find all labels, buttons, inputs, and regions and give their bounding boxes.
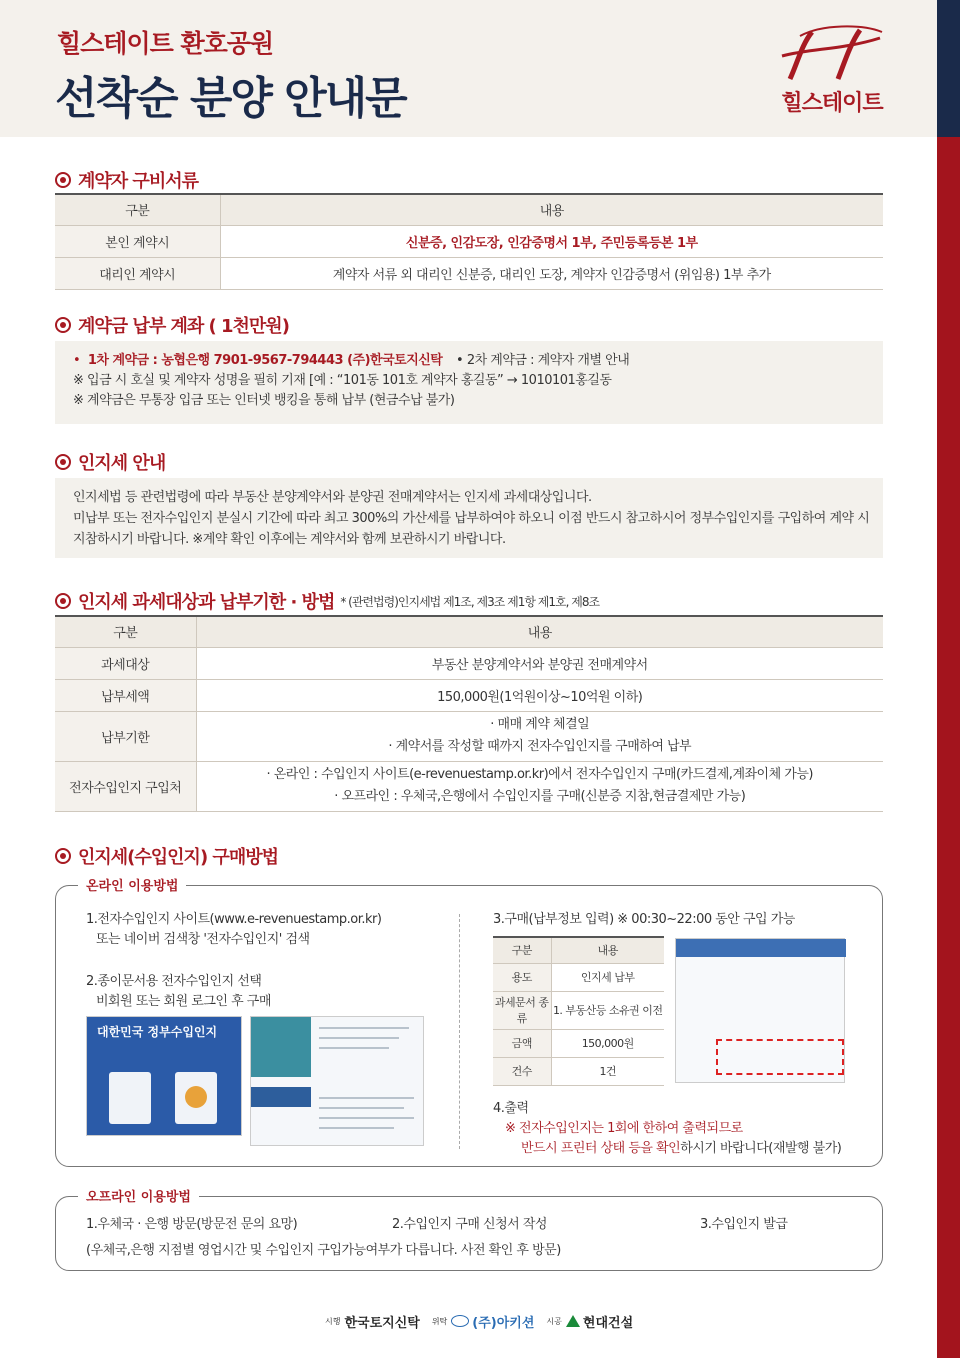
section-title-text: 계약자 구비서류 [78,171,198,192]
bullet: • [73,353,81,368]
content-line: · 오프라인 : 우체국,은행에서 수입인지를 구매(신분증 지참,현금결제만 가능) [334,789,746,804]
table-row [55,679,883,711]
row-label: 본인 계약시 [55,225,220,257]
screenshot-block [251,1087,311,1107]
side-stripe-red [937,137,960,1358]
warning-text-rest: 하시기 바랍니다(재발행 불가) [680,1141,842,1156]
online-step-1 [86,910,381,950]
role-label: 위탁 [431,1316,448,1326]
footer-companies [325,1310,645,1332]
section-title-text: 인지세(수입인지) 구매방법 [78,847,278,868]
purchase-info-table [493,936,664,1086]
row-content [196,711,883,761]
row-label: 과세대상 [55,647,196,679]
screenshot-line [319,1037,399,1039]
stamp-duty-line-3: 지참하시기 바랍니다. ※계약 확인 이후에는 계약서와 함께 보관하시기 바랍니다. [73,532,506,547]
step-text: 비회원 또는 회원 로그인 후 구매 [96,994,271,1009]
warning-text: ※ 전자수입인지는 1회에 한하여 출력되므로 [505,1121,743,1136]
documents-table [55,193,883,290]
screenshot-line [319,1117,414,1119]
section-title-tax-deadline [55,588,599,614]
deposit-line-3: ※ 계약금은 무통장 입금 또는 인터넷 뱅킹을 통해 납부 (현금수납 불가) [73,393,455,408]
table-header: 내용 [551,937,664,963]
offline-note: (우체국,은행 지점별 영업시간 및 수입인지 구입가능여부가 다릅니다. 사전 확인 후 방문) [86,1243,561,1258]
highlighted-field-box [716,1039,844,1075]
target-bullet-icon [55,172,71,188]
header [0,0,937,137]
company-developer: 한국토지신탁 [344,1315,420,1331]
logo-text: 힐스테이트 [781,91,883,116]
table-header: 구분 [493,937,551,963]
law-reference-note: * (관련법령)인지세법 제1조, 제3조 제1항 제1호, 제8조 [340,594,600,609]
online-step-3: 3.구매(납부정보 입력) ※ 00:30~22:00 동안 구입 가능 [493,912,795,927]
step-text: 4.출력 [493,1101,529,1116]
first-deposit-text: 1차 계약금 : 농협은행 7901-9567-794443 (주)한국토지신탁 [87,353,443,368]
print-warning [493,1119,841,1139]
section-title-documents [55,167,198,193]
online-step-4 [493,1099,841,1159]
row-content: 인지세 납부 [551,963,664,991]
content-line: · 매매 계약 체결일 [490,717,590,732]
screenshot-line [319,1097,414,1099]
row-content: 계약자 서류 외 대리인 신분증, 대리인 도장, 계약자 인감증명서 (위임용) 1부 추가 [220,257,883,289]
role-label: 시공 [546,1316,562,1326]
purchase-form-screenshot [675,938,845,1083]
row-content: 신분증, 인감도장, 인감증명서 1부, 주민등록등본 1부 [220,225,883,257]
offline-step-3: 3.수입인지 발급 [700,1217,788,1232]
table-row [493,963,664,991]
paper-doc-icon [109,1072,151,1124]
screenshot-block [251,1017,311,1077]
table-header: 구분 [55,616,196,647]
section-title-text: 계약금 납부 계좌 ( 1천만원) [78,316,289,337]
table-row [55,647,883,679]
offline-step-1: 1.우체국 · 은행 방문(방문전 문의 요망) [86,1217,298,1232]
online-method-box [55,879,883,1167]
offline-method-box [55,1190,883,1271]
section-title-deposit-account [55,312,289,338]
screenshot-line [319,1027,409,1029]
warning-text: 반드시 프린터 상태 등을 확인 [521,1141,681,1156]
page-title: 선착순 분양 안내문 [55,73,406,124]
section-title-text: 인지세 과세대상과 납부기한 · 방법 [78,592,335,613]
target-bullet-icon [55,454,71,470]
row-label: 금액 [493,1029,551,1057]
online-step-2 [86,972,271,1012]
row-content: 1. 부동산등 소유권 이전 [551,991,664,1029]
table-header: 내용 [220,194,883,225]
section-title-stamp-duty [55,449,165,475]
row-label: 전자수입인지 구입처 [55,761,196,811]
section-title-text: 인지세 안내 [78,453,166,474]
offline-step-2: 2.수입인지 구매 신청서 작성 [392,1217,547,1232]
table-row [493,1057,664,1085]
step-text: 1.전자수입인지 사이트(www.e-revenuestamp.or.kr) [86,912,382,927]
row-label: 건수 [493,1057,551,1085]
stamp-duty-line-2: 미납부 또는 전자수입인지 분실시 기간에 따라 최고 300%의 가산세를 납부하여야 하오니 이점 반드시 참고하시어 정부수입인지를 구입하여 계약 시 [73,511,870,526]
screenshot-line [319,1107,404,1109]
row-content [196,761,883,811]
online-method-label: 온라인 이용방법 [78,875,186,894]
content-line: · 온라인 : 수입인지 사이트(e-revenuestamp.or.kr)에서 전자수입인지 구매(카드결제,계좌이체 가능) [266,767,813,782]
target-bullet-icon [55,593,71,609]
table-header: 내용 [196,616,883,647]
coin-doc-icon [175,1072,217,1124]
table-row [55,761,883,811]
section-title-purchase-method [55,843,278,869]
row-content: 150,000원 [551,1029,664,1057]
screenshot-title: 대한민국 정부수입인지 [97,1025,218,1039]
print-warning-2 [493,1139,841,1159]
side-stripe-navy [937,0,960,137]
table-row [493,991,664,1029]
row-label: 납부세액 [55,679,196,711]
table-row [55,225,883,257]
brand-logo [772,24,892,119]
step-text: 2.종이문서용 전자수입인지 선택 [86,974,262,989]
table-header: 구분 [55,194,220,225]
screenshot-header [676,939,846,957]
target-bullet-icon [55,317,71,333]
row-content: 1건 [551,1057,664,1085]
company-trustee: (주)아키션 [472,1315,535,1331]
row-label: 대리인 계약시 [55,257,220,289]
company-logo-icon [451,1315,469,1327]
page-subtitle: 힐스테이트 환호공원 [57,29,274,58]
screenshot-line [319,1047,389,1049]
row-label: 과세문서 종류 [493,991,551,1029]
deposit-line-1 [73,351,883,371]
company-builder: 현대건설 [582,1315,634,1331]
table-row [493,1029,664,1057]
table-row [55,257,883,289]
tax-table [55,615,883,812]
hyundai-logo-icon [566,1315,580,1327]
deposit-line-2: ※ 입금 시 호실 및 계약자 성명을 필히 기재 [예 : “101동 101호 계약자 홍길동” → 1010101홍길동 [73,373,612,388]
website-screenshot-portal [250,1016,424,1146]
target-bullet-icon [55,848,71,864]
row-content: 150,000원(1억원이상~10억원 이하) [196,679,883,711]
row-label: 납부기한 [55,711,196,761]
row-label: 용도 [493,963,551,991]
divider [459,914,460,1149]
role-label: 시행 [325,1316,341,1326]
content-line: · 계약서를 작성할 때까지 전자수입인지를 구매하여 납부 [388,739,692,754]
website-screenshot-main [86,1016,242,1136]
deposit-info-box [55,341,883,424]
stamp-duty-line-1: 인지세법 등 관련법령에 따라 부동산 분양계약서와 분양권 전매계약서는 인지세 과세대상입니다. [73,490,592,505]
offline-method-label: 오프라인 이용방법 [78,1186,199,1205]
table-row [55,711,883,761]
second-deposit-text: • 2차 계약금 : 계약자 개별 안내 [456,353,630,368]
step-text: 또는 네이버 검색창 '전자수입인지' 검색 [96,932,310,947]
h-script-logo-icon [772,24,892,84]
row-content: 부동산 분양계약서와 분양권 전매계약서 [196,647,883,679]
stamp-duty-box [55,478,883,558]
screenshot-line [319,1127,394,1129]
